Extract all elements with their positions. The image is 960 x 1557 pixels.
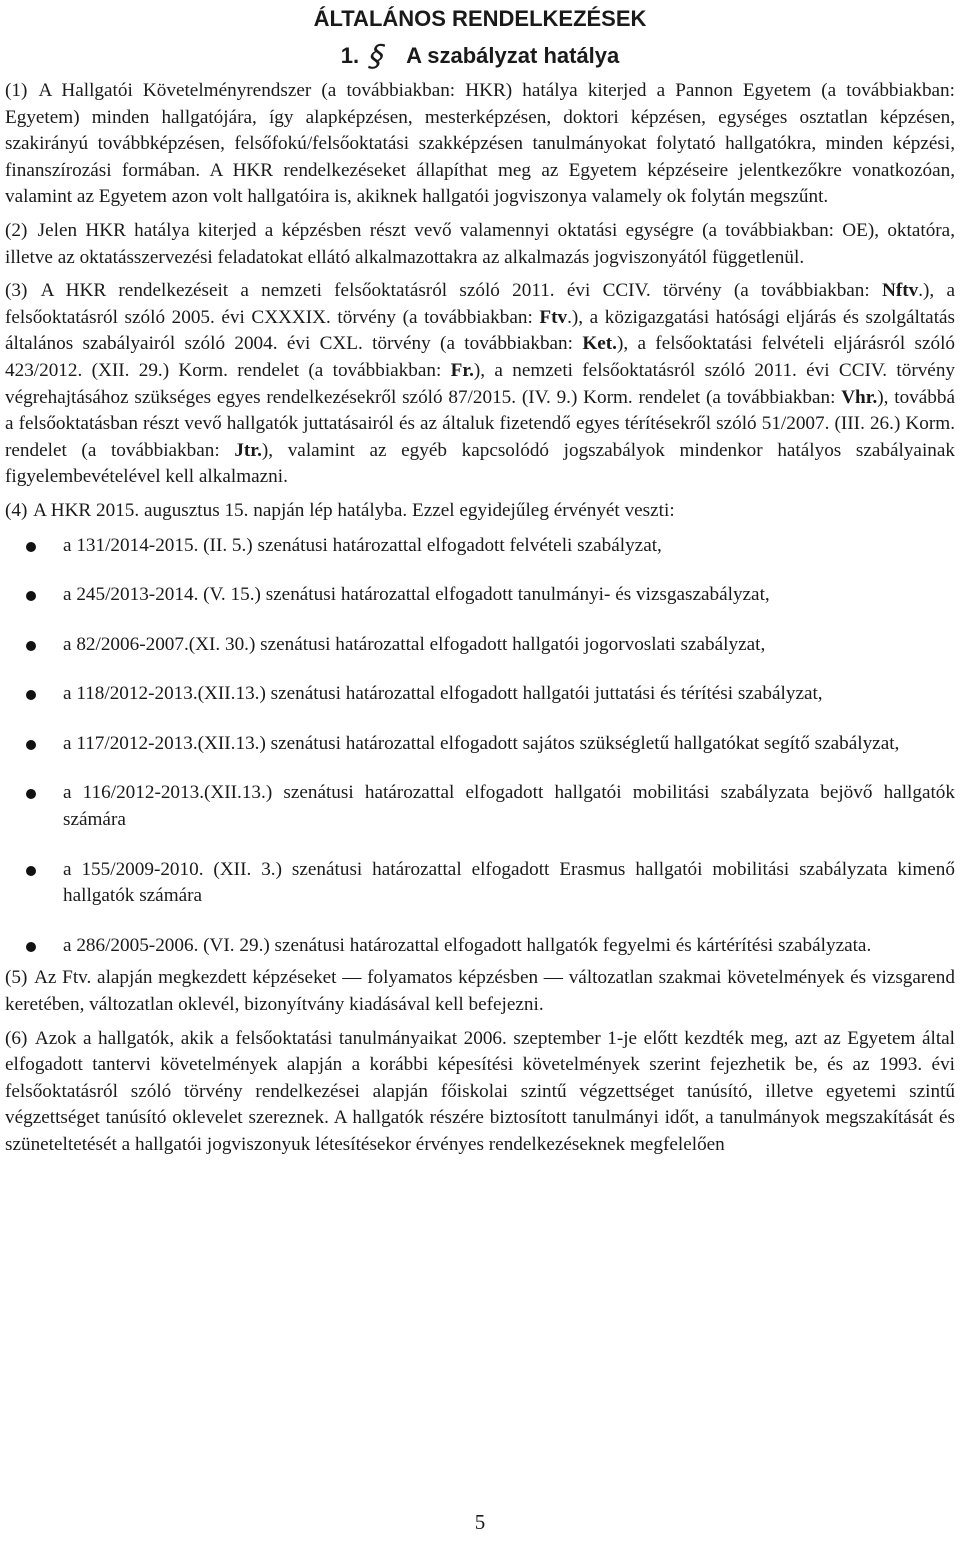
paragraph-number: (3) [5,280,28,302]
section-symbol: § [363,39,390,74]
paragraph-5 [5,965,955,1018]
paragraph-1 [5,78,955,211]
document-page [5,0,955,1166]
paragraph-number: (1) [5,80,28,101]
list-item-text: a 117/2012-2013.(XII.13.) szenátusi határozattal elfogadott sajátos szükségletű hallgatókat segítő szabályzat, [63,732,900,754]
paragraph-text: ), a felsőoktatási felvételi eljárásról szóló 423/2012. (XII. 29.) Korm. rendelet (a továbbiakban: [5,333,955,381]
list-item [5,731,955,758]
paragraph-text: A HKR rendelkezéseit a nemzeti felsőoktatásról szóló 2011. évi CCIV. törvény (a továbbiakban: [40,280,882,302]
paragraph-text: ), a nemzeti felsőoktatásról szóló 2011. évi CCIV. törvény végrehajtásához szükséges egyes rendelkezésekről szóló 87/2015. (IV. 9.) Korm. rendelet (a továbbiakban: [5,359,956,408]
list-item [5,632,955,659]
paragraph-6 [5,1026,955,1159]
paragraph-text: Azok a hallgatók, akik a felsőoktatási tanulmányaikat 2006. szeptember 1-je előtt kezdték meg, azt az Egyetem által elfogadott tantervi követelmények alapján a korábbi képesítési követelmények szerint fejezhetik be, és az 1993. évi felsőoktatásról szóló törvény rendelkezései alapján főiskolai szintű végzettséget tanúsító, illetve egyetemi szintű végzettséget tanúsító oklevelet szereznek. A hallgatók részére biztosított tanulmányi időt, a tanulmányok megszakítását és szüneteltetését a hallgatói jogviszonyuk létesítésekor érvényes rendelkezéseknek megfelelően [5,1027,955,1155]
section-title: A szabályzat hatálya [406,43,620,68]
abbrev-nftv: Nftv [882,280,919,302]
paragraph-number: (2) [5,219,28,241]
paragraph-4 [5,498,955,525]
bullet-icon [26,942,36,952]
list-item-text: a 245/2013-2014. (V. 15.) szenátusi határozattal elfogadott tanulmányi- és vizsgaszabályzat, [63,584,770,606]
paragraph-text: ), valamint az egyéb kapcsolódó jogszabályok mindenkor hatályos szabályainak figyelembevételével kell alkalmazni. [5,439,955,488]
list-item [5,780,955,833]
bullet-icon [26,641,36,651]
list-item-text: a 155/2009-2010. (XII. 3.) szenátusi határozattal elfogadott Erasmus hallgatói mobilitási szabályzata kimenő hallgatók számára [63,858,955,907]
abbrev-fr: Fr. [450,359,474,381]
list-item-text: a 286/2005-2006. (VI. 29.) szenátusi határozattal elfogadott hallgatók fegyelmi és kártérítési szabályzata. [63,934,872,956]
section-heading [5,34,955,78]
paragraph-text: Jelen HKR hatálya kiterjed a képzésben részt vevő valamennyi oktatási egységre (a továbbiakban: OE), oktatóra, illetve az oktatásszervezési feladatokat ellátó alkalmazottakra az alkalmazás jogviszonyától függetlenül. [5,219,955,268]
list-item-text: a 118/2012-2013.(XII.13.) szenátusi határozattal elfogadott hallgatói juttatási és térítési szabályzat, [63,683,823,705]
list-item-text: a 82/2006-2007.(XI. 30.) szenátusi határozattal elfogadott hallgatói jogorvoslati szabályzat, [63,633,766,655]
list-item-text: a 116/2012-2013.(XII.13.) szenátusi határozattal elfogadott hallgatói mobilitási szabályzata bejövő hallgatók számára [63,782,955,831]
paragraph-text: .), a közigazgatási hatósági eljárás és szolgáltatás általános szabályairól szóló 2004. évi CXL. törvény (a továbbiakban: [5,306,956,355]
paragraph-text: ), továbbá a felsőoktatásban részt vevő hallgatók juttatásairól és az általuk fizetendő egyes térítésekről szóló 51/2007. (III. 26.) Korm. rendelet (a továbbiakban: [5,386,955,461]
abbrev-jtr: Jtr. [234,439,262,461]
section-number: 1. [340,43,360,68]
paragraph-3 [5,278,955,491]
list-item [5,533,955,560]
list-item [5,582,955,609]
list-item-text: a 131/2014-2015. (II. 5.) szenátusi határozattal elfogadott felvételi szabályzat, [63,534,662,556]
abbrev-ftv: Ftv [539,306,568,328]
paragraph-text: Az Ftv. alapján megkezdett képzéseket — folyamatos képzésben — változatlan szakmai követelmények és vizsgarend keretében, változatlan oklevél, bizonyítvány kiadásával kell befejezni. [5,967,955,1016]
paragraph-text: A Hallgatói Követelményrendszer (a továbbiakban: HKR) hatálya kiterjed a Pannon Egyetem (a továbbiakban: Egyetem) minden hallgatójára, így alapképzésen, mesterképzésen, doktori képzésen, egységes osztatlan képzésen, szakirányú továbbképzésen, felsőfokú/felsőoktatási szakképzésen tanulmányokat folytató hallgatókra, minden képzési, finanszírozási formában. A HKR rendelkezéseket állapíthat meg az Egyetem képzéseire jelentkezőkre vonatkozóan, valamint az Egyetem azon volt hallgatóira is, akiknek hallgatói jogviszonya valamely ok folytán megszűnt. [5,80,955,208]
bullet-icon [26,542,36,552]
paragraph-text: A HKR 2015. augusztus 15. napján lép hatályba. Ezzel egyidejűleg érvényét veszti: [33,499,675,521]
paragraph-number: (5) [5,967,28,989]
paragraph-text: .), a felsőoktatásról szóló 2005. évi CXXXIX. törvény (a továbbiakban: [5,280,955,328]
page-number: 5 [474,1510,486,1534]
list-item [5,681,955,708]
paragraph-2 [5,218,955,271]
repealed-regulations-list [5,533,955,960]
bullet-icon [26,866,36,876]
abbrev-ket: Ket. [582,333,617,355]
bullet-icon [26,740,36,750]
bullet-icon [26,591,36,601]
bullet-icon [26,690,36,700]
paragraph-number: (4) [5,499,28,521]
paragraph-number: (6) [5,1027,28,1049]
chapter-title: ÁLTALÁNOS RENDELKEZÉSEK [313,6,647,31]
list-item [5,933,955,960]
abbrev-vhr: Vhr. [841,386,878,408]
bullet-icon [26,789,36,799]
list-item [5,857,955,910]
